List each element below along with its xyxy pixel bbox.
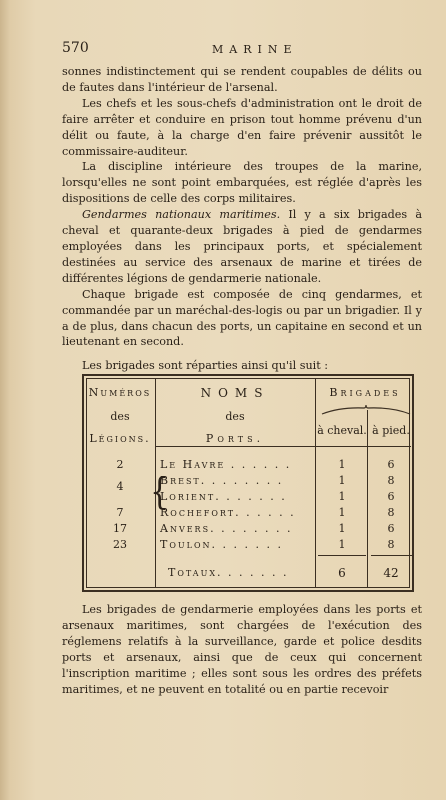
row-cheval: 1 [338,522,346,535]
paragraph: La discipline intérieure des troupes de la marine, lorsqu'elles ne sont point embarquées, est réglée d'après les dispositions de celle des corps militaires. [62,160,422,206]
paragraph: Chaque brigade est composée de cinq gendarmes, et commandée par un maréchal-des-logis ou par un brigadier. Il y a de plus, dans chacun des ports, un capitaine en second et un lieutenant en second. [62,287,422,349]
totals-label: Totaux. . . . . . . [168,566,289,579]
table-rule [318,555,366,556]
header-brigades: Brigades [329,386,401,399]
paragraph-text: Il y a six brigades à cheval et quarante-deux brigades à pied de gendarmes employées dans les principaux ports, et spécialement destinées au service des arsenaux de marine et tirées de différentes légions de gendarmerie nationale. [62,208,423,285]
table-rule [315,446,411,447]
paragraph: Les chefs et les sous-chefs d'administration ont le droit de faire arrêter et conduire en prison tout homme prévenu d'un délit ou faute, à la charge d'en faire prévenir aussitôt le commissaire-auditeur. [62,96,422,158]
row-pied: 8 [387,538,395,551]
paragraph [62,207,422,287]
paragraph: Les brigades de gendarmerie employées dans les ports et arsenaux maritimes, sont chargées de l'exécution des réglemens relatifs à la surveillance, garde et police desdits ports et arsenaux, ainsi que de ceux qui concernent l'inscription maritime ; elles sont sous les ordres des préfets maritimes, et ne peuvent en totalité ou en partie recevoir [62,603,422,696]
table-rule [155,446,315,447]
page-gutter [0,0,10,800]
body-text-top [62,64,422,374]
row-pied: 8 [387,506,395,519]
row-port: Le Havre . . . . . . [160,458,292,471]
italic-lead: Gendarmes nationaux maritimes. [82,208,281,222]
row-port: Toulon. . . . . . . [160,538,283,551]
paragraph: Les brigades sont réparties ainsi qu'il suit : [82,359,329,373]
row-pied: 6 [387,522,395,535]
table-rule [371,555,413,556]
row-cheval: 1 [338,506,346,519]
row-legion: 4 [116,480,124,493]
row-legion: 23 [113,538,127,551]
header-pied: à pied. [372,424,410,437]
header-legions-1: Numéros [88,386,152,399]
row-port: Rochefort. . . . . . [160,506,296,519]
header-legions-2: des [110,410,130,423]
row-pied: 6 [387,490,395,503]
row-cheval: 1 [338,474,346,487]
brace-ornament-icon [320,404,412,416]
header-noms: NOMS [200,386,270,400]
row-legion: 2 [116,458,124,471]
page-number: 570 [62,40,89,56]
row-cheval: 1 [338,458,346,471]
brace-icon: { [150,471,170,514]
row-pied: 8 [387,474,395,487]
row-legion: 7 [116,506,124,519]
row-cheval: 1 [338,538,346,551]
paragraph: sonnes indistinctement qui se rendent coupables de délits ou de fautes dans l'intérieur de l'arsenal. [62,65,422,94]
row-pied: 6 [387,458,395,471]
header-ports: Ports. [205,432,265,445]
header-noms-2: des [225,410,245,423]
header-cheval: à cheval. [317,424,367,437]
body-text-bottom [62,602,422,697]
page-header [62,40,422,62]
row-port: Brest. . . . . . . . [160,474,284,487]
total-cheval: 6 [338,566,346,580]
row-port: Anvers. . . . . . . . [160,522,293,535]
running-head: MARINE [212,43,298,56]
header-legions-3: Légions. [89,432,151,445]
total-pied: 42 [383,566,399,580]
row-cheval: 1 [338,490,346,503]
row-port: Lorient. . . . . . . [160,490,287,503]
row-legion: 17 [113,522,127,535]
